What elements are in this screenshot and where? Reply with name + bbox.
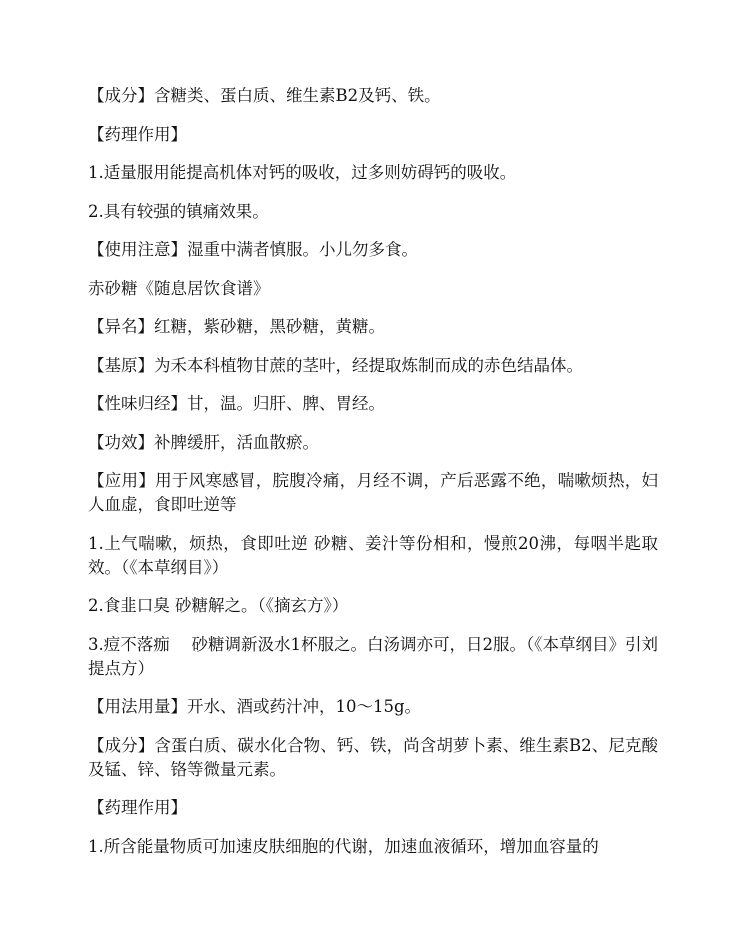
application-paragraph: 【应用】用于风寒感冒，脘腹冷痛，月经不调，产后恶露不绝，喘嗽烦热，妇人血虚，食即吐逆等 — [88, 471, 658, 514]
efficacy-paragraph: 【功效】补脾缓肝，活血散瘀。 — [88, 432, 319, 452]
pharmacology-item-1: 1.适量服用能提高机体对钙的吸收，过多则妨碍钙的吸收。 — [88, 163, 517, 182]
alias-paragraph: 【异名】红糖，紫砂糖，黑砂糖，黄糖。 — [88, 317, 385, 336]
ingredients-paragraph: 【成分】含糖类、蛋白质、维生素B2及钙、铁。 — [88, 86, 441, 105]
origin-paragraph: 【基原】为禾本科植物甘蔗的茎叶，经提取炼制而成的赤色结晶体。 — [88, 355, 583, 375]
composition-paragraph: 【成分】含蛋白质、碳水化合物、钙、铁，尚含胡萝卜素、维生素B2、尼克酸及锰、锌、铬等微量元素。 — [88, 735, 658, 779]
pharmacology-item-1b: 1.所含能量物质可加速皮肤细胞的代谢，加速血液循环，增加血容量的 — [88, 836, 599, 856]
usage-caution-paragraph: 【使用注意】湿重中满者慎服。小儿勿多食。 — [88, 240, 418, 259]
pharmacology-item-2: 2.具有较强的镇痛效果。 — [88, 201, 269, 221]
nature-meridian-paragraph: 【性味归经】甘，温。归肝、脾、胃经。 — [88, 394, 385, 413]
pharmacology-heading: 【药理作用】 — [88, 124, 187, 144]
dosage-paragraph: 【用法用量】开水、酒或药汁冲，10～15g。 — [88, 697, 422, 716]
entry-title: 赤砂糖《随息居饮食谱》 — [88, 278, 270, 298]
document-page — [88, 84, 658, 873]
pharmacology-heading-2: 【药理作用】 — [88, 798, 187, 817]
application-item-1: 1.上气喘嗽，烦热，食即吐逆 砂糖、姜汁等份相和，慢煎20沸，每咽半匙取效。（《本草纲目》） — [88, 533, 658, 577]
application-item-2: 2.食韭口臭 砂糖解之。（《摘玄方》） — [88, 596, 349, 615]
application-item-3: 3.痘不落痂 砂糖调新汲水1杯服之。白汤调亦可，日2服。（《本草纲目》引刘提点方） — [88, 634, 658, 678]
